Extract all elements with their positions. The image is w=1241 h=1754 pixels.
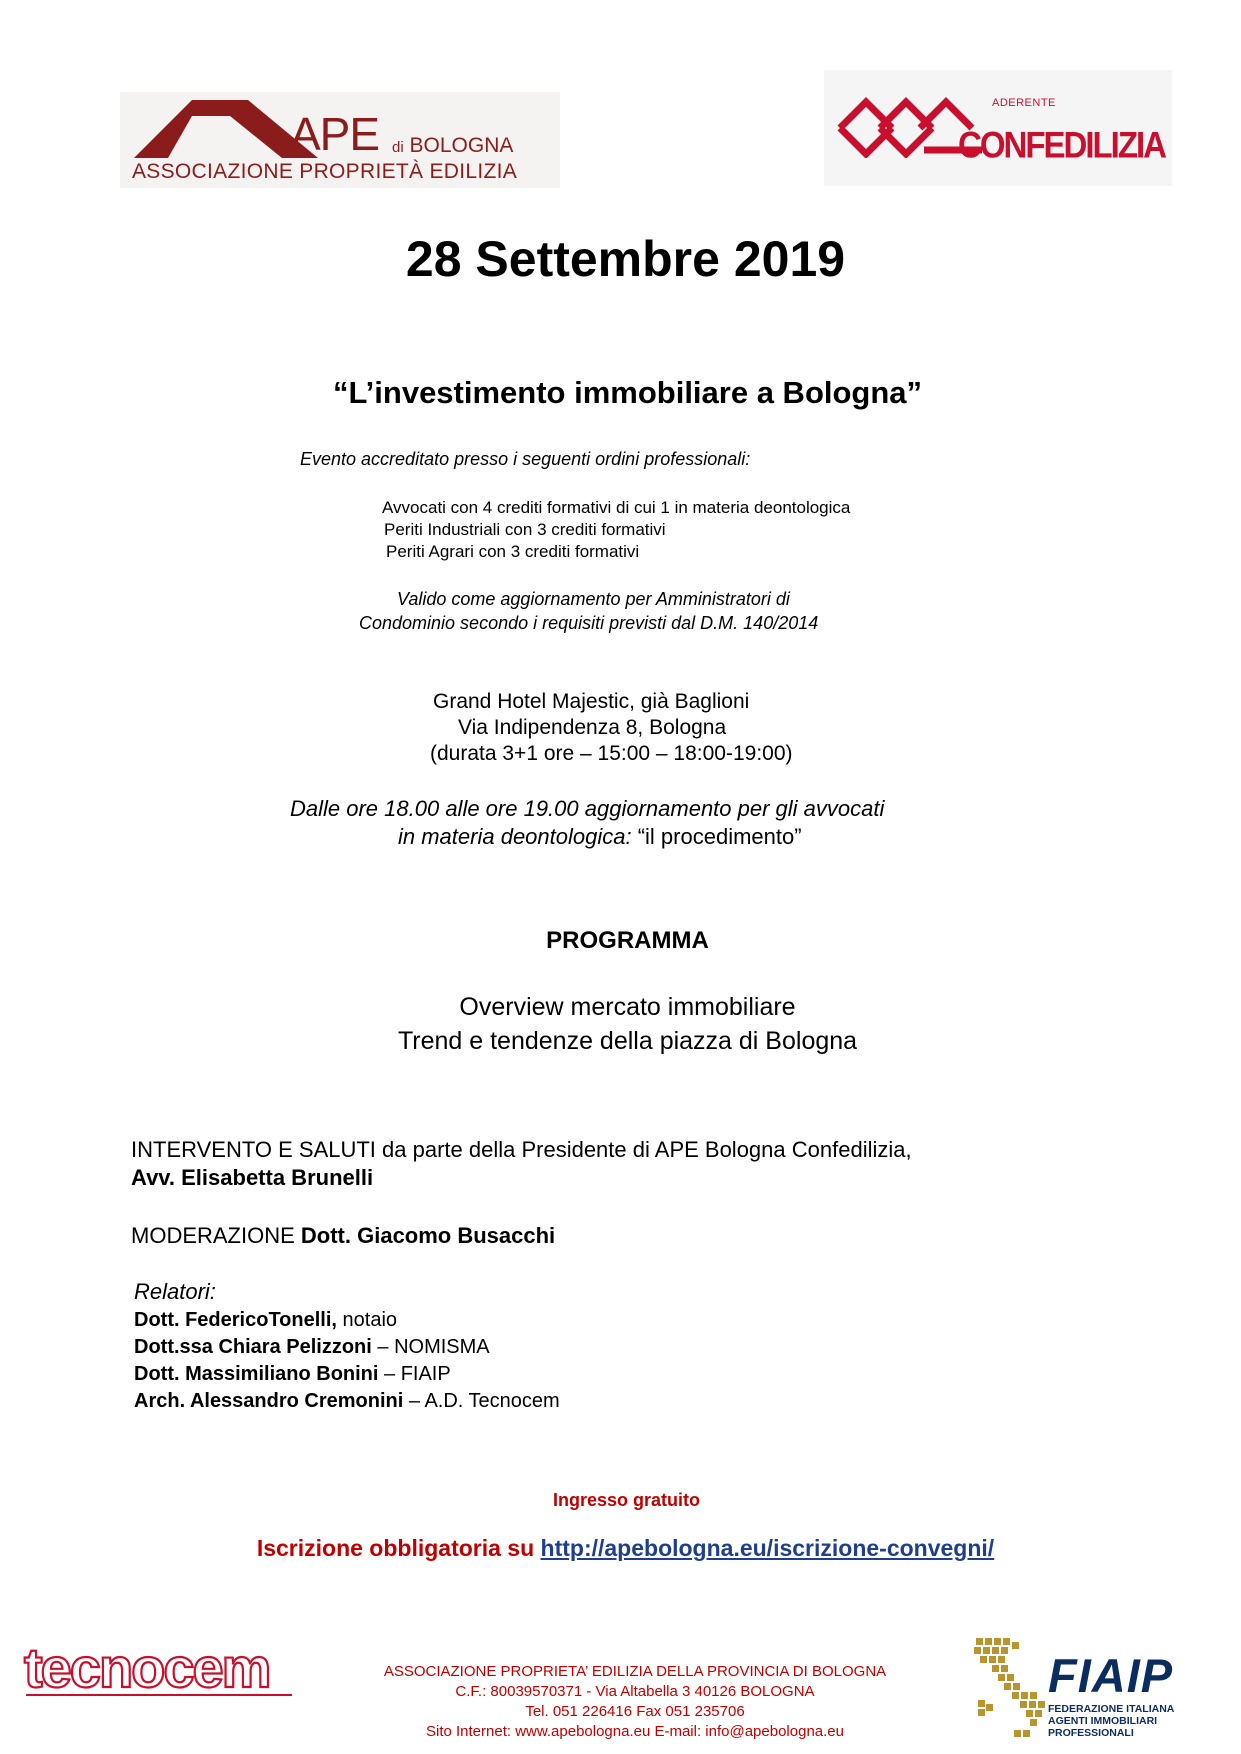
relatori-label: Relatori: — [134, 1279, 216, 1304]
ingresso-gratuito: Ingresso gratuito — [552, 1490, 700, 1510]
italy-map-icon — [972, 1634, 1050, 1740]
ape-city-name: BOLOGNA — [409, 134, 514, 157]
footer-line: ASSOCIAZIONE PROPRIETA’ EDILIZIA DELLA PROVINCIA DI BOLOGNA — [383, 1663, 887, 1680]
footer-address — [320, 1662, 950, 1742]
moderazione — [131, 1223, 555, 1249]
footer-line: Sito Internet: www.apebologna.eu E-mail: info@apebologna.eu — [425, 1723, 844, 1740]
speaker-role: – NOMISMA — [371, 1336, 490, 1358]
registration-label: Iscrizione obbligatoria su — [256, 1535, 541, 1561]
accreditation-intro: Evento accreditato presso i seguenti ordini professionali: — [300, 449, 751, 469]
fiaip-logo — [972, 1630, 1212, 1740]
validity-line: Valido come aggiornamento per Amministratori di — [397, 589, 790, 609]
tecnocem-wordmark: tecnocem — [24, 1641, 270, 1699]
confedilizia-name: CONFEDILIZIA — [958, 124, 1165, 166]
registration-link[interactable]: http://apebologna.eu/iscrizione-convegni/ — [540, 1535, 995, 1561]
speaker-role: notaio — [336, 1309, 398, 1331]
speaker-name: Dott.ssa Chiara Pelizzoni — [134, 1336, 372, 1358]
programma-item: Overview mercato immobiliare — [459, 993, 796, 1021]
fiaip-subtitle — [1048, 1703, 1174, 1739]
speaker-item — [134, 1363, 451, 1386]
programma-item: Trend e tendenze della piazza di Bologna — [397, 1027, 858, 1055]
fiaip-subtitle-line: PROFESSIONALI — [1048, 1727, 1134, 1739]
event-date: 28 Settembre 2019 — [405, 231, 846, 287]
fiaip-subtitle-line: FEDERAZIONE ITALIANA — [1048, 1703, 1175, 1715]
speaker-item — [134, 1336, 490, 1359]
speaker-name: Arch. Alessandro Cremonini — [134, 1390, 404, 1412]
moderazione-label: MODERAZIONE — [131, 1223, 301, 1248]
moderazione-name: Dott. Giacomo Busacchi — [300, 1223, 556, 1248]
credit-line: Periti Agrari con 3 crediti formativi — [386, 542, 640, 561]
footer-line: Tel. 051 226416 Fax 051 235706 — [525, 1703, 745, 1720]
speaker-role: – A.D. Tecnocem — [403, 1390, 560, 1412]
credit-line: Avvocati con 4 crediti formativi di cui 1 in materia deontologica — [382, 498, 851, 517]
speaker-item — [134, 1309, 397, 1332]
deontology-line — [398, 824, 802, 850]
intervento-line: INTERVENTO E SALUTI da parte della Presidente di APE Bologna Confedilizia, — [131, 1137, 912, 1162]
ape-brand: APE — [290, 108, 380, 160]
speaker-role: – FIAIP — [378, 1363, 451, 1385]
footer-line: C.F.: 80039570371 - Via Altabella 3 40126 BOLOGNA — [455, 1683, 815, 1700]
registration-line — [0, 1535, 1241, 1562]
validity-line: Condominio secondo i requisiti previsti dal D.M. 140/2014 — [359, 613, 819, 633]
credit-line: Periti Industriali con 3 crediti formativi — [384, 520, 666, 539]
ape-full-name: ASSOCIAZIONE PROPRIETÀ EDILIZIA — [132, 160, 518, 183]
confedilizia-logo — [824, 70, 1172, 186]
venue-line: Via Indipendenza 8, Bologna — [458, 716, 727, 739]
fiaip-name: FIAIP — [1048, 1649, 1174, 1702]
event-title: “L’investimento immobiliare a Bologna” — [332, 375, 923, 410]
venue-line: (durata 3+1 ore – 15:00 – 18:00-19:00) — [430, 742, 793, 765]
ape-di: di — [392, 139, 404, 156]
confedilizia-aderente: ADERENTE — [992, 97, 1056, 109]
programma-heading: PROGRAMMA — [546, 927, 709, 954]
speaker-item — [134, 1390, 560, 1413]
deontology-line: Dalle ore 18.00 alle ore 19.00 aggiornamento per gli avvocati — [290, 796, 885, 821]
tecnocem-logo — [22, 1641, 300, 1701]
deontology-rest: “il procedimento” — [631, 824, 802, 849]
deontology-italic: in materia deontologica: — [398, 824, 632, 849]
speaker-name: Dott. Massimiliano Bonini — [134, 1363, 379, 1385]
intervento-name: Avv. Elisabetta Brunelli — [131, 1165, 374, 1190]
fiaip-subtitle-line: AGENTI IMMOBILIARI — [1048, 1715, 1158, 1727]
speaker-name: Dott. FedericoTonelli, — [134, 1309, 337, 1331]
ape-logo — [120, 92, 560, 188]
venue-line: Grand Hotel Majestic, già Baglioni — [433, 690, 750, 713]
ape-city — [392, 134, 513, 158]
